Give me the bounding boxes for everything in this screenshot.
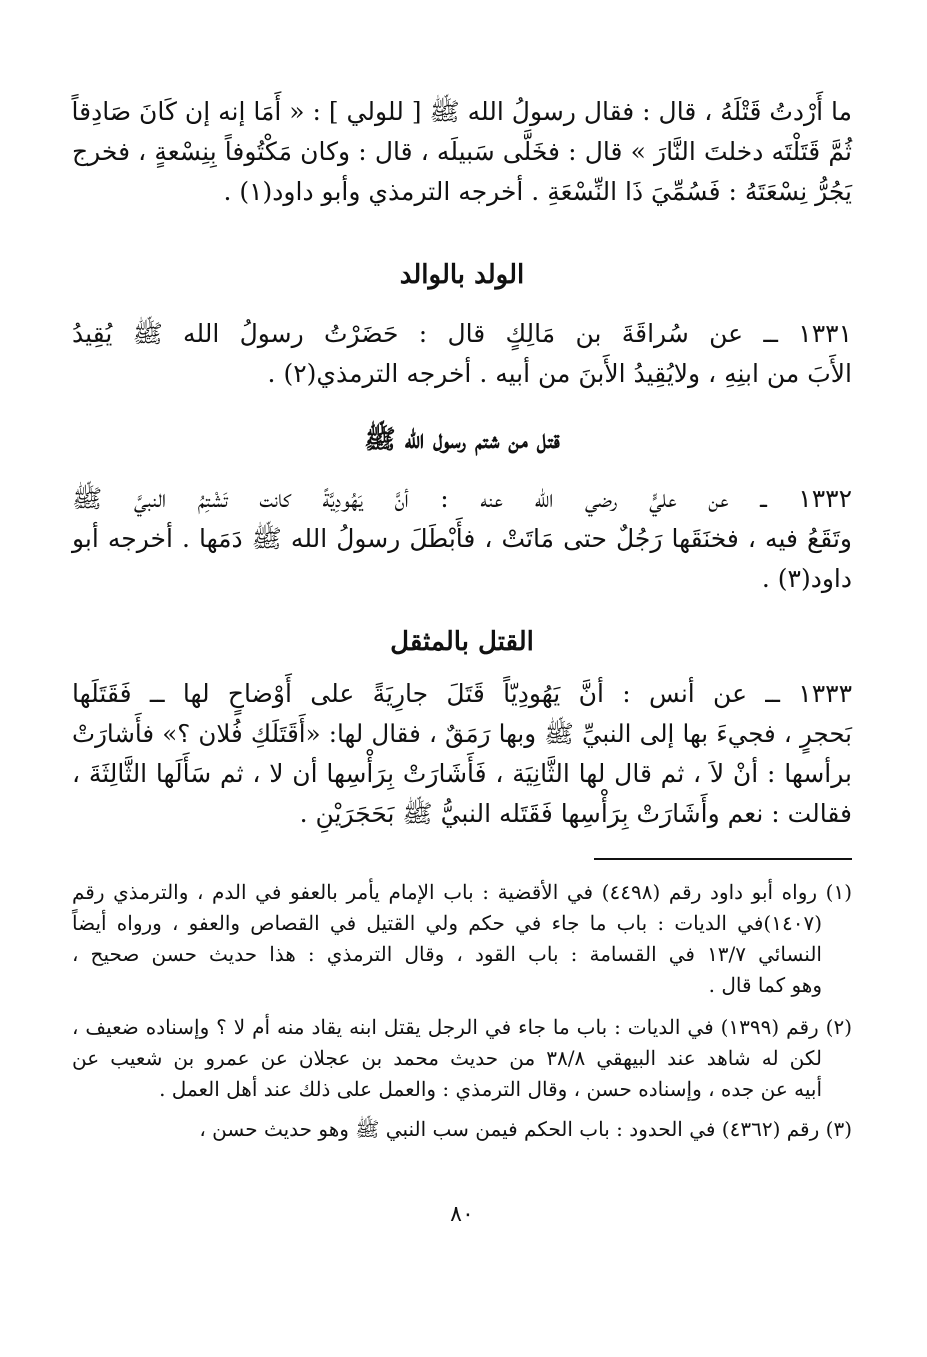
body-line: ١٣٣٣ ــ عن أنس : أنَّ يَهُودِيّاً قَتَلَ جارِيَةً على أَوْضاحٍ لها ــ فَقَتَلَها [72, 679, 852, 708]
body-line: برأسها : أنْ لاَ ، ثم قال لها الثَّانِيَة ، فَأَشَارَتْ بِرَأْسِها أن لا ، ثم سَأَلَها الثَّالِثَةَ ، [72, 759, 852, 788]
body-line: ما أَرْدتُ قَتْلَهُ ، قال : فقال رسولُ الله ﷺ [ للولي ] : « أَمَا إنه إن كَانَ صَادِقاً [71, 97, 852, 126]
section-heading: الولد بالوالد [399, 260, 525, 290]
body-line: الأَبَ من ابنِهِ ، ولايُقِيدُ الأَبنَ من أبيه . أخرجه الترمذي(٢) . [267, 359, 852, 388]
footnote-separator [594, 858, 852, 860]
body-line: وتَقَعُ فيه ، فخنَقَها رَجُلٌ حتى مَاتَتْ ، فأَبْطَلَ رسولُ الله ﷺ دَمَها . أخرجه أبو [72, 524, 852, 553]
footnote-line: أبيه عن جده ، وإسناده حسن ، وقال الترمذي : والعمل على ذلك عند أهل العمل . [159, 1077, 822, 1101]
footnote-line: وهو كما قال . [708, 973, 822, 997]
body-line: بَحجرٍ ، فجيءَ بها إلى النبيِّ ﷺ وبها رَمَقٌ ، فقال لها: «أَقَتَلَكِ فُلان ؟» فأَشارَتْ [72, 719, 852, 748]
footnote-line: (٣) رقم (٤٣٦٢) في الحدود : باب الحكم فيمن سب النبي ﷺ وهو حديث حسن ، [199, 1117, 852, 1141]
page-number: ٨٠ [450, 1202, 474, 1227]
footnote-line: لكن له شاهد عند البيهقي ٣٨/٨ من حديث محمد بن عجلان عن عمرو بن شعيب عن [72, 1046, 822, 1070]
footnote-line: (١٤٠٧)في الديات : باب ما جاء في حكم ولي القتيل في القصاص والعفو ، ورواه أيضاً [72, 911, 822, 935]
body-line: ١٣٣١ ــ عن سُراقَةَ بن مَالِكٍ قال : حَضَرْتُ رسولُ الله ﷺ يُقِيدُ [72, 319, 852, 348]
body-line: يَجُرُّ نِسْعَتَهُ : فَسُمِّيَ ذَا النِّسْعَةِ . أخرجه الترمذي وأبو داود(١) . [223, 177, 852, 206]
footnote-line: النسائي ١٣/٧ في القسامة : باب القود ، وقال الترمذي : هذا حديث حسن صحيح ، [72, 942, 822, 966]
book-page [72, 92, 852, 1322]
body-line: ثُمَّ قَتَلْتَه دخلتَ النَّارَ » قال : فخَلَّى سَبيلَه ، قال : وكان مَكْتُوفاً بِنِسْعةٍ ، فخرج [72, 137, 852, 166]
footnote-line: (٢) رقم (١٣٩٩) في الديات : باب ما جاء في الرجل يقتل ابنه يقاد منه أم لا ؟ وإسناده ضعيف ، [72, 1015, 852, 1039]
body-line: فقالت : نعم وأَشَارَتْ بِرَأْسِها فَقَتَله النبيُّ ﷺ بَحَجَرَيْنِ . [299, 799, 852, 828]
section-heading: قتل من شتم رسول الله ﷺ [364, 425, 560, 455]
section-heading: القتل بالمثقل [390, 627, 534, 657]
footnote-line: (١) رواه أبو داود رقم (٤٤٩٨) في الأقضية : باب الإمام يأمر بالعفو في الدم ، والترمذي رقم [72, 880, 853, 904]
body-line: ١٣٣٢ ــ عن عليٍّ رضي الله عنه : أنَّ يَهُودِيَّةً كانت تَشْتِمُ النبيَّ ﷺ [72, 484, 852, 513]
body-line: داود(٣) . [761, 564, 852, 593]
